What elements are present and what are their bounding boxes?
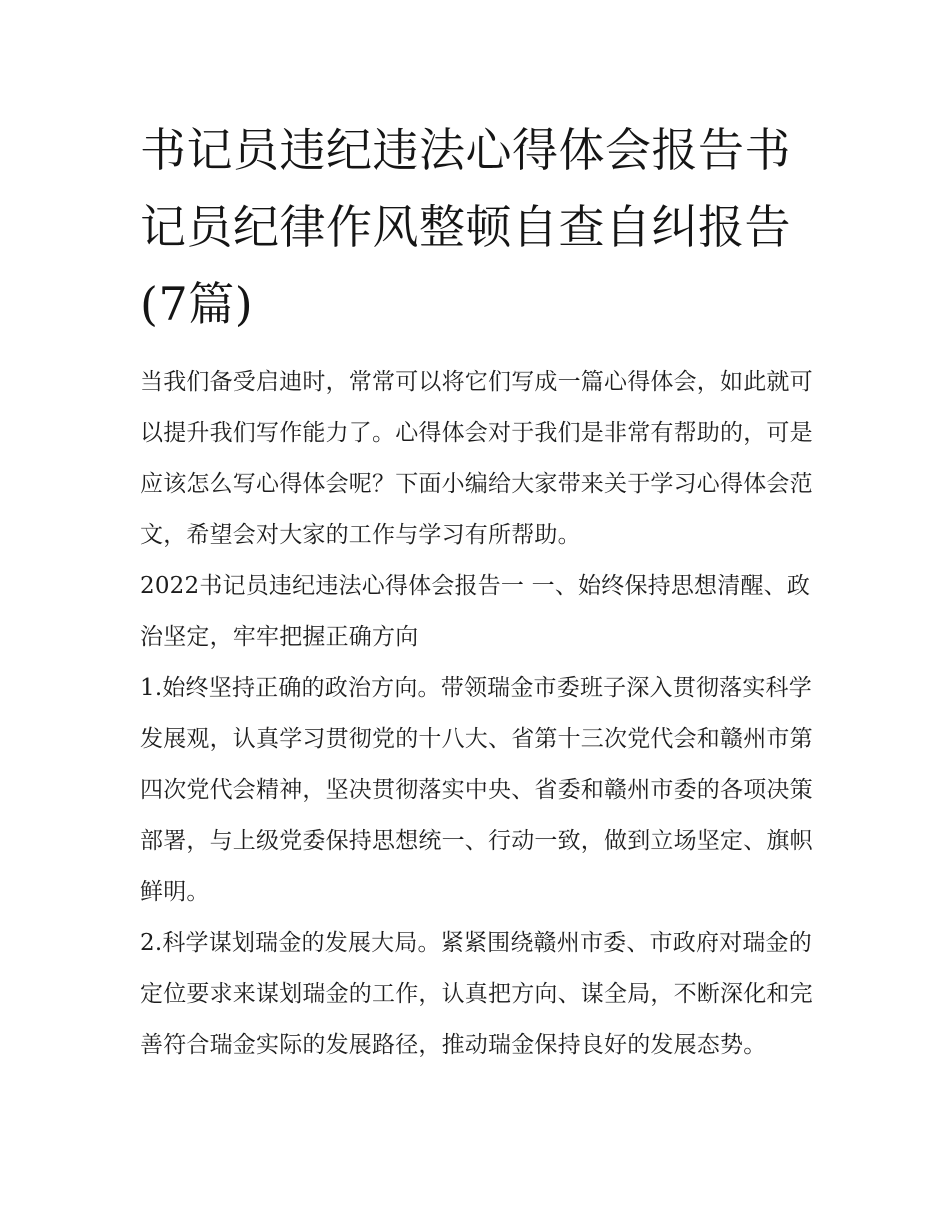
section-heading-paragraph: 2022书记员违纪违法心得体会报告一 一、始终保持思想清醒、政治坚定，牢牢把握正确方向: [140, 573, 811, 650]
point-one-paragraph: 1.始终坚持正确的政治方向。带领瑞金市委班子深入贯彻落实科学发展观，认真学习贯彻党的十八大、省第十三次党代会和赣州市第四次党代会精神，坚决贯彻落实中央、省委和赣州市委的各项决策部署，与上级党委保持思想统一、行动一致，做到立场坚定、旗帜鲜明。: [140, 675, 813, 905]
point-two-paragraph: 2.科学谋划瑞金的发展大局。紧紧围绕赣州市委、市政府对瑞金的定位要求来谋划瑞金的工作，认真把方向、谋全局，不断深化和完善符合瑞金实际的发展路径，推动瑞金保持良好的发展态势。: [140, 930, 813, 1058]
intro-paragraph: 当我们备受启迪时，常常可以将它们写成一篇心得体会，如此就可以提升我们写作能力了。心得体会对于我们是非常有帮助的，可是应该怎么写心得体会呢？下面小编给大家带来关于学习心得体会范文，希望会对大家的工作与学习有所帮助。: [140, 369, 813, 548]
document-title: 书记员违纪违法心得体会报告书记员纪律作风整顿自查自纠报告(7篇): [140, 123, 791, 331]
document-content: [140, 112, 820, 1071]
